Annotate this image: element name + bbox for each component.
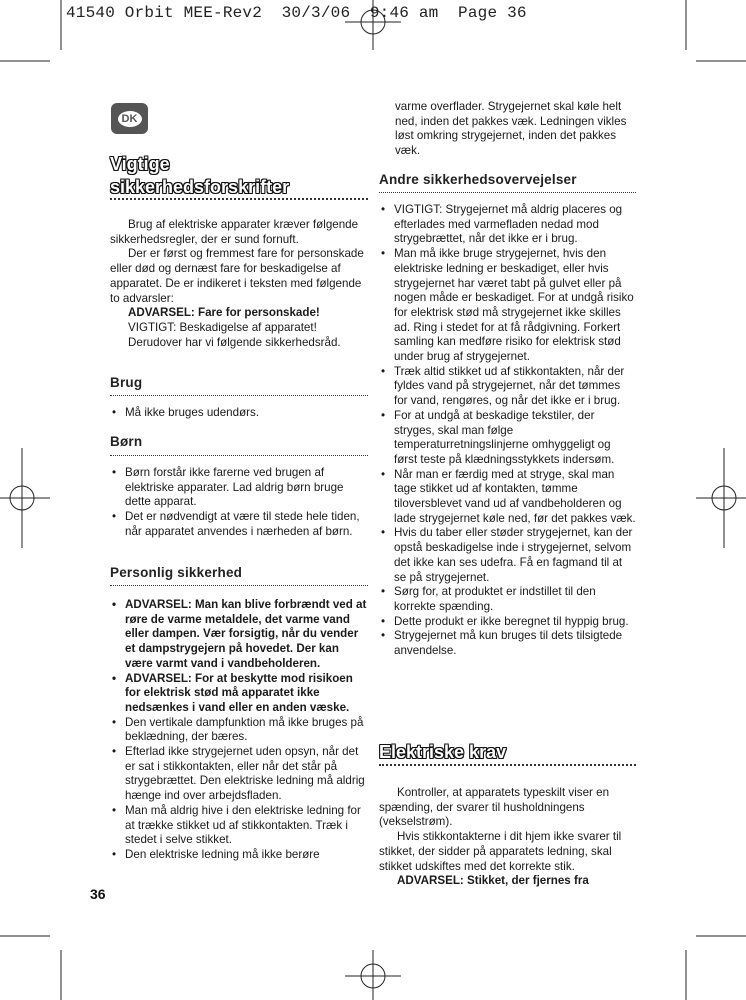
elektriske-paragraph: Kontroller, at apparatets typeskilt viser en spænding, der svarer til husholdningens (vekselstrøm). <box>379 786 610 829</box>
main-title-line1: Vigtige <box>110 154 170 174</box>
heading-born: Børn <box>110 434 143 449</box>
language-badge <box>111 103 148 134</box>
list-item: • Dette produkt er ikke beregnet til hyppig brug. <box>379 615 636 630</box>
registration-mark-right <box>696 448 746 548</box>
registration-mark-bottom <box>345 950 401 1000</box>
print-slug: 41540 Orbit MEE-Rev2 30/3/06 9:46 am Page 36 <box>66 4 527 22</box>
list-item-warning: • ADVARSEL: Man kan blive forbrændt ved at røre de varme metaldele, det varme vand eller dampen. Vær forsigtig, når du vender et dampstrygejern på hovedet. Der kan være varmt vand i vandbeholderen. <box>110 598 368 672</box>
badge-label: DK <box>118 111 142 127</box>
list-item: • VIGTIGT: Strygejernet må aldrig placeres og efterlades med varmefladen nedad mod strygebrættet, når det ikke er i brug. <box>379 203 636 247</box>
list-item: • Træk altid stikket ud af stikkontakten, når der fyldes vand på strygejernet, når det tømmes for vand, rengøres, og når det ikke er i brug. <box>379 365 636 409</box>
list-item: • Når man er færdig med at stryge, skal man tage stikket ud af kontakten, tømme tiloversblevet vand ud af vandbeholderen og lade strygejernet køle ned, før det pakkes væk. <box>379 468 636 527</box>
elektriske-paragraph: Hvis stikkontakterne i dit hjem ikke svarer til stikket, der sidder på apparatets ledning, skal stikket udskiftes med det korrekte stik. <box>379 830 622 873</box>
heading-elektriske-krav: Elektriske krav <box>379 742 507 762</box>
heading-andre-sikkerhedsovervejelser: Andre sikkerhedsovervejelser <box>379 172 577 187</box>
list-item: • Den elektriske ledning må ikke berøre <box>110 848 368 863</box>
list-item: • Efterlad ikke strygejernet uden opsyn, når det er sat i stikkontakten, eller når det står på strygebrættet. Den elektriske ledning må aldrig hænge ind over arbejdsfladen. <box>110 745 368 804</box>
main-title-line2: sikkerhedsforskrifter <box>110 177 290 197</box>
warning-appliance-damage: VIGTIGT: Beskadigelse af apparatet! <box>128 320 317 334</box>
divider-brug <box>110 395 368 396</box>
intro-paragraph: Der er først og fremmest fare for personskade eller død og dernæst fare for beskadigelse af apparatet. De er indikeret i teksten med følgende to advarsler: <box>110 247 364 305</box>
list-item: • Den vertikale dampfunktion må ikke bruges på beklædning, der bæres. <box>110 716 368 745</box>
safety-advice-note: Derudover har vi følgende sikkerhedsråd. <box>128 335 341 349</box>
divider-elektriske <box>379 764 636 766</box>
list-item: • Man må ikke bruge strygejernet, hvis den elektriske ledning er beskadiget, eller hvis strygejernet har været tabt på gulvet eller på nogen måde er beskadiget. For at undgå risiko for elektrisk stød må strygejernet ikke skilles ad. Ring i stedet for at få rådgivning. Forkert samling kan medføre risiko for elektrisk stød under brug af strygejernet. <box>379 247 636 365</box>
list-item: • Man må aldrig hive i den elektriske ledning for at trække stikket ud af stikkontakten. Træk i stedet i selve stikket. <box>110 804 368 848</box>
list-item: • For at undgå at beskadige tekstiler, der stryges, skal man følge temperaturretningslinjerne omhyggeligt og først teste på klædningsstykkets indersøm. <box>379 409 636 468</box>
intro-paragraph: Brug af elektriske apparater kræver følgende sikkerhedsregler, der er sund fornuft. <box>110 218 359 246</box>
elektriske-section <box>379 786 636 889</box>
divider-born <box>110 455 368 456</box>
andre-list <box>379 203 636 659</box>
warning-personal-injury: ADVARSEL: Fare for personskade! <box>128 306 320 320</box>
born-list <box>110 466 368 540</box>
continued-paragraph: varme overflader. Strygejernet skal køle helt ned, inden det pakkes væk. Ledningen vikles løst omkring strygejernet, inden det pakkes væk. <box>395 100 627 158</box>
title-divider <box>110 198 368 200</box>
divider-andre <box>379 192 636 193</box>
list-item: • Det er nødvendigt at være til stede hele tiden, når apparatet anvendes i nærheden af børn. <box>110 510 368 539</box>
list-item: • Børn forstår ikke farerne ved brugen af elektriske apparater. Lad aldrig børn bruge dette apparat. <box>110 466 368 510</box>
divider-personlig <box>110 585 368 586</box>
registration-mark-left <box>0 448 50 548</box>
list-item: • Må ikke bruges udendørs. <box>110 406 368 421</box>
page-number: 36 <box>90 886 106 902</box>
heading-brug: Brug <box>110 375 143 390</box>
list-item: • Sørg for, at produktet er indstillet til den korrekte spænding. <box>379 585 636 614</box>
personlig-list <box>110 598 368 863</box>
list-item: • Strygejernet må kun bruges til dets tilsigtede anvendelse. <box>379 629 636 658</box>
intro-section <box>110 218 368 350</box>
heading-personlig-sikkerhed: Personlig sikkerhed <box>110 565 243 580</box>
brug-list <box>110 406 368 421</box>
elektriske-warning: ADVARSEL: Stikket, der fjernes fra <box>397 874 589 888</box>
list-item-warning: • ADVARSEL: For at beskytte mod risikoen for elektrisk stød må apparatet ikke nedsænkes i vand eller en anden væske. <box>110 672 368 716</box>
list-item: • Hvis du taber eller støder strygejernet, kan der opstå beskadigelse inde i strygejernet, selvom det ikke kan ses udefra. Få en fagmand til at se på strygejernet. <box>379 526 636 585</box>
